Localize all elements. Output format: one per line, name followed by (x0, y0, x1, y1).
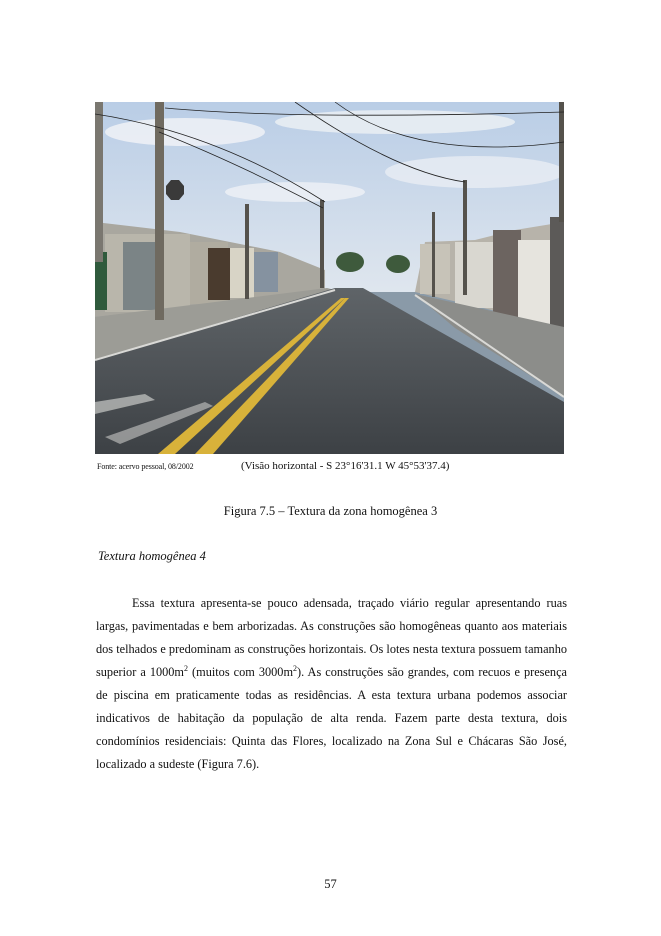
section-paragraph (96, 592, 567, 776)
paragraph-part-2: (muitos com 3000m (188, 665, 294, 679)
superscript-1: 2 (184, 663, 188, 673)
paragraph-part-3: ). As construções são grandes, com recuos e presença de piscina em praticamente todas as residências. A esta textura urbana podemos associar indicativos de habitação da população de alta renda. Fazem parte desta textura, dois condomínios residenciais: Quinta das Flores, localizado na Zona Sul e Chácaras São José, localizado a sudeste (Figura 7.6). (96, 665, 567, 771)
page-number: 57 (324, 877, 337, 891)
photo-source: Fonte: acervo pessoal, 08/2002 (97, 462, 194, 471)
photo-coordinates: (Visão horizontal - S 23°16'31.1 W 45°53'37.4) (241, 460, 450, 472)
paragraph-part-1: Essa textura apresenta-se pouco adensada, traçado viário regular apresentando ruas largas, pavimentadas e bem arborizadas. As construções são homogêneas quanto aos materiais dos telhados e predominam as construções horizontais. Os lotes nesta textura possuem tamanho superior a 1000m (96, 596, 567, 679)
superscript-2: 2 (293, 663, 298, 673)
section-title: Textura homogênea 4 (98, 549, 206, 563)
utility-pole (155, 102, 164, 320)
street-photo (95, 102, 564, 454)
figure-caption: Figura 7.5 – Textura da zona homogênea 3 (223, 504, 438, 518)
